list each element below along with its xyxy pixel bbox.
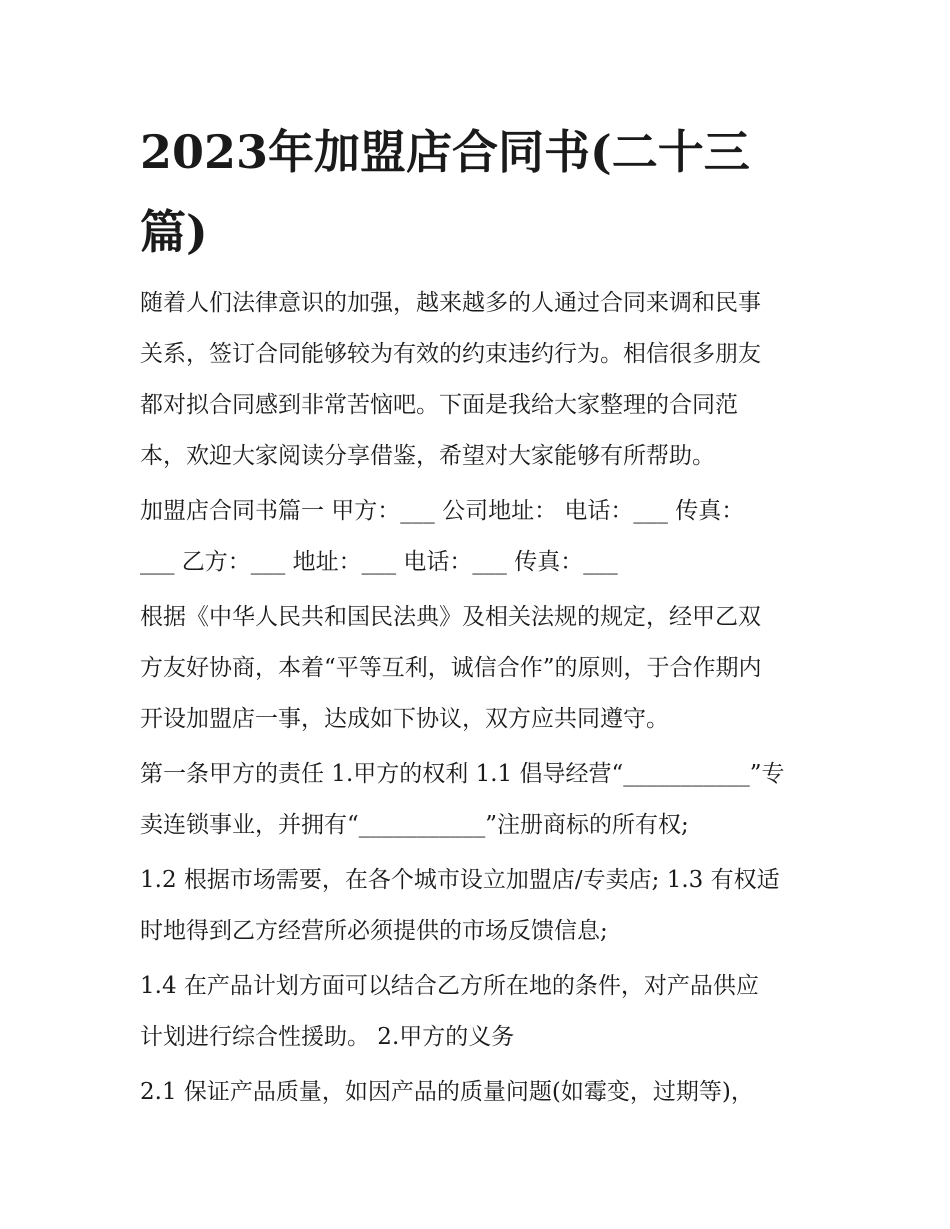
text-line: 开设加盟店一事，达成如下协议，双方应共同遵守。 <box>140 706 669 732</box>
text-line: 方友好协商，本着“平等互利，诚信合作”的原则，于合作期内 <box>140 655 762 681</box>
intro-paragraph <box>140 278 820 482</box>
preamble-paragraph <box>140 592 820 745</box>
text-line: 时地得到乙方经营所必须提供的市场反馈信息; <box>140 918 608 944</box>
text-line: 卖连锁事业，并拥有“___________”注册商标的所有权; <box>140 812 689 838</box>
clause-1-1-paragraph <box>140 749 820 851</box>
text-line: ___ 乙方：___ 地址：___ 电话：___ 传真：___ <box>140 549 618 575</box>
text-line: 本，欢迎大家阅读分享借鉴，希望对大家能够有所帮助。 <box>140 443 715 469</box>
document-title <box>140 112 830 272</box>
text-line: 都对拟合同感到非常苦恼吧。下面是我给大家整理的合同范 <box>140 392 738 418</box>
text-line: 关系，签订合同能够较为有效的约束违约行为。相信很多朋友 <box>140 341 761 367</box>
clause-1-4-paragraph <box>140 961 820 1063</box>
clause-2-1-paragraph <box>140 1067 820 1118</box>
clause-1-2-paragraph <box>140 855 820 957</box>
text-line: 根据《中华人民共和国民法典》及相关法规的规定，经甲乙双 <box>140 604 761 630</box>
text-line: 随着人们法律意识的加强，越来越多的人通过合同来调和民事 <box>140 290 761 316</box>
parties-paragraph <box>140 486 820 588</box>
document-body <box>140 278 820 1122</box>
text-line: 1.4 在产品计划方面可以结合乙方所在地的条件，对产品供应 <box>140 973 759 999</box>
text-line: 加盟店合同书篇一 甲方：___ 公司地址： 电话：___ 传真： <box>140 498 745 524</box>
title-line: 篇) <box>140 205 208 259</box>
title-line: 2023年加盟店合同书(二十三 <box>140 125 750 179</box>
text-line: 第一条甲方的责任 1.甲方的权利 1.1 倡导经营“___________”专 <box>140 761 785 787</box>
text-line: 计划进行综合性援助。 2.甲方的义务 <box>140 1024 515 1050</box>
text-line: 1.2 根据市场需要，在各个城市设立加盟店/专卖店; 1.3 有权适 <box>140 867 780 893</box>
text-line: 2.1 保证产品质量，如因产品的质量问题(如霉变，过期等)， <box>140 1079 754 1105</box>
